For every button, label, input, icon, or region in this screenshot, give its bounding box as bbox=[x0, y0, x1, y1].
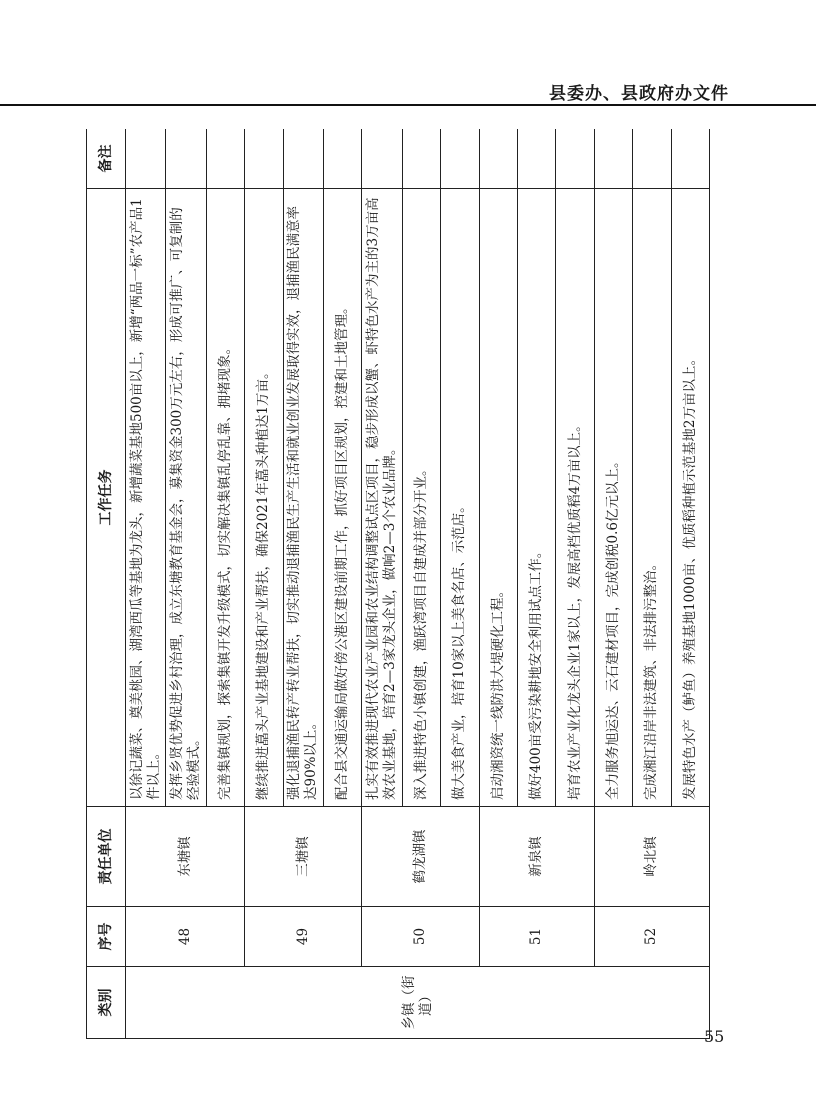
header-rule bbox=[0, 104, 816, 106]
column-header-remarks: 备注 bbox=[87, 129, 126, 189]
remarks-cell bbox=[441, 129, 479, 189]
table-header-row bbox=[87, 129, 126, 1039]
remarks-cell bbox=[479, 129, 517, 189]
task-table bbox=[86, 129, 710, 1039]
column-header-number: 序号 bbox=[87, 907, 126, 967]
category-cell bbox=[126, 967, 710, 1039]
remarks-cell bbox=[402, 129, 440, 189]
table-row bbox=[245, 129, 283, 1039]
remarks-cell bbox=[594, 129, 632, 189]
remarks-cell bbox=[556, 129, 594, 189]
task-cell: 扎实有效推进现代农业产业园和农业结构调整试点区项目，稳步形成以蟹、虾特色水产为主的3万亩高效农业基地，培育2—3家龙头企业，做响2—3个农业品牌。 bbox=[362, 189, 402, 807]
remarks-cell bbox=[245, 129, 283, 189]
serial-number: 51 bbox=[479, 907, 594, 967]
task-cell: 深入推进特色小镇创建，渔跃湾项目自建成并部分开业。 bbox=[402, 189, 440, 807]
task-cell: 完善集镇规划，探索集镇开发升级模式，切实解决集镇乱停乱靠、拥堵现象。 bbox=[206, 189, 244, 807]
responsible-unit: 三塘镇 bbox=[245, 807, 362, 907]
serial-number: 50 bbox=[362, 907, 479, 967]
remarks-cell bbox=[671, 129, 709, 189]
remarks-cell bbox=[324, 129, 362, 189]
responsible-unit: 岭北镇 bbox=[594, 807, 709, 907]
category-label: 乡镇（街道） bbox=[400, 975, 434, 1030]
table-row bbox=[479, 129, 517, 1039]
task-cell: 做好400亩受污染耕地安全利用试点工作。 bbox=[517, 189, 555, 807]
task-cell: 培育农业产业化龙头企业1家以上，发展高档优质稻4万亩以上。 bbox=[556, 189, 594, 807]
remarks-cell bbox=[362, 129, 402, 189]
task-cell: 配合县交通运输局做好傍公港区建设前期工作，抓好项目区规划，控建和土地管理。 bbox=[324, 189, 362, 807]
task-cell: 发挥乡贤优势促进乡村治理，成立东塘教育基金会，募集资金300万元左右，形成可推广、可复制的经验模式。 bbox=[166, 189, 206, 807]
page-number: 55 bbox=[704, 1027, 725, 1046]
task-cell: 完成湘江沿岸非法建筑、非法排污整治。 bbox=[633, 189, 671, 807]
serial-number: 49 bbox=[245, 907, 362, 967]
column-header-unit: 责任单位 bbox=[87, 807, 126, 907]
responsible-unit: 新泉镇 bbox=[479, 807, 594, 907]
remarks-cell bbox=[283, 129, 323, 189]
serial-number: 48 bbox=[126, 907, 245, 967]
task-cell: 以徐记蔬菜、奠美桃园、湖湾西瓜等基地为龙头，新增蔬菜基地500亩以上，新增“两品一标”农产品1件以上。 bbox=[126, 189, 166, 807]
column-header-category: 类别 bbox=[87, 967, 126, 1039]
task-cell: 继续推进藠头产业基地建设和产业帮扶，确保2021年藠头种植达1万亩。 bbox=[245, 189, 283, 807]
remarks-cell bbox=[126, 129, 166, 189]
table-row bbox=[594, 129, 632, 1039]
remarks-cell bbox=[166, 129, 206, 189]
task-cell: 做大美食产业，培育10家以上美食名店、示范店。 bbox=[441, 189, 479, 807]
remarks-cell bbox=[517, 129, 555, 189]
task-cell: 发展特色水产（鲈鱼）养殖基地1000亩、优质稻种植示范基地2万亩以上。 bbox=[671, 189, 709, 807]
task-cell: 全力服务旭运达、云石建材项目，完成创税0.6亿元以上。 bbox=[594, 189, 632, 807]
responsible-unit: 鹤龙湖镇 bbox=[362, 807, 479, 907]
task-cell: 启动湘资统一线防洪大堤硬化工程。 bbox=[479, 189, 517, 807]
task-table-container bbox=[86, 129, 710, 1039]
table-row bbox=[126, 129, 166, 1039]
task-cell: 强化退捕渔民转产转业帮扶，切实推动退捕渔民生产生活和就业创业发展取得实效，退捕渔民满意率达90%以上。 bbox=[283, 189, 323, 807]
table-row bbox=[362, 129, 402, 1039]
remarks-cell bbox=[633, 129, 671, 189]
column-header-task: 工作任务 bbox=[87, 189, 126, 807]
header-title: 县委办、县政府办文件 bbox=[549, 84, 729, 104]
serial-number: 52 bbox=[594, 907, 709, 967]
remarks-cell bbox=[206, 129, 244, 189]
responsible-unit: 东塘镇 bbox=[126, 807, 245, 907]
